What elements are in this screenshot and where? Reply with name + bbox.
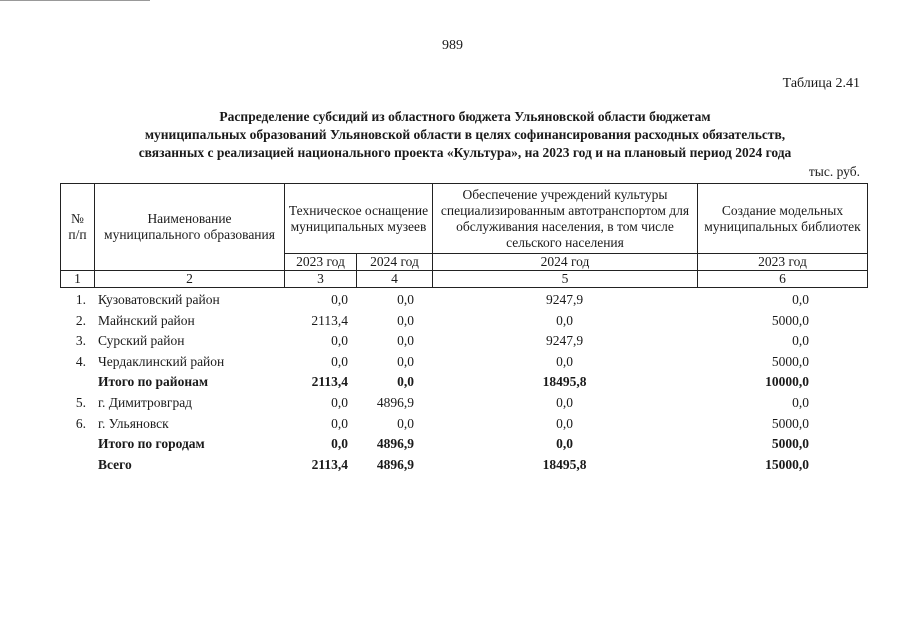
units-label: тыс. руб.: [808, 164, 860, 179]
value-transport-2024: 18495,8: [542, 456, 587, 472]
row-name: Майнский район: [98, 312, 195, 328]
value-libraries-2023: 0,0: [792, 394, 809, 410]
table-body: [60, 292, 867, 477]
header-year-col4: 2024 год: [357, 254, 433, 271]
row-name: Чердаклинский район: [98, 353, 225, 369]
value-transport-2024: 9247,9: [545, 333, 584, 349]
row-name: Сурский район: [98, 333, 185, 349]
header-transport: Обеспечение учреждений культуры специализированным автотранспортом для обслуживания населения, в том числе сельского населения: [433, 184, 698, 254]
row-name: г. Ульяновск: [98, 415, 169, 431]
header-year-col3: 2023 год: [285, 254, 357, 271]
value-transport-2024: 0,0: [556, 312, 573, 328]
title-line: связанных с реализацией национального проекта «Культура», на 2023 год и на плановый период 2024 года: [138, 145, 792, 160]
column-number: 2: [95, 271, 285, 288]
value-museum-2024: 0,0: [397, 415, 414, 431]
row-number: 3.: [75, 333, 86, 349]
value-museum-2023: 2113,4: [311, 456, 348, 472]
value-museum-2024: 0,0: [397, 374, 414, 390]
value-libraries-2023: 5000,0: [771, 415, 809, 431]
table-row: [60, 457, 867, 478]
header-libraries: Создание модельных муниципальных библиотек: [698, 184, 868, 254]
value-museum-2023: 2113,4: [311, 312, 348, 328]
table-row: [60, 436, 867, 457]
value-libraries-2023: 5000,0: [771, 353, 809, 369]
value-museum-2024: 4896,9: [376, 456, 414, 472]
table-row: [60, 374, 867, 395]
row-number: [60, 436, 94, 457]
value-transport-2024: 9247,9: [545, 292, 584, 307]
column-number: 6: [698, 271, 868, 288]
value-museum-2023: 0,0: [331, 333, 348, 349]
value-libraries-2023: 10000,0: [765, 374, 809, 390]
row-name: г. Димитровград: [98, 394, 193, 410]
value-museum-2024: 0,0: [397, 353, 414, 369]
value-transport-2024: 0,0: [556, 353, 573, 369]
header-municipality: Наименование муниципального образования: [95, 184, 285, 271]
header-number: № п/п: [61, 184, 95, 271]
row-number: 6.: [75, 415, 86, 431]
row-name: Кузоватовский район: [98, 292, 220, 307]
scan-edge-line: [0, 0, 150, 1]
row-number: 1.: [75, 292, 86, 307]
document-title: [70, 108, 860, 162]
row-number: 5.: [75, 394, 86, 410]
table-row: [60, 333, 867, 354]
table-row: [60, 292, 867, 313]
value-libraries-2023: 0,0: [792, 333, 809, 349]
value-museum-2023: 0,0: [331, 436, 348, 452]
value-transport-2024: 0,0: [556, 436, 573, 452]
value-museum-2024: 0,0: [397, 312, 414, 328]
value-museum-2024: 4896,9: [376, 436, 414, 452]
value-transport-2024: 0,0: [556, 394, 573, 410]
table-row: [60, 395, 867, 416]
row-number: [60, 457, 94, 478]
value-transport-2024: 18495,8: [542, 374, 587, 390]
value-museum-2023: 2113,4: [311, 374, 348, 390]
value-libraries-2023: 5000,0: [771, 436, 809, 452]
title-line: Распределение субсидий из областного бюджета Ульяновской области бюджетам: [219, 109, 711, 124]
title-line: муниципальных образований Ульяновской области в целях софинансирования расходных обязательств,: [144, 127, 786, 142]
row-number: 2.: [75, 312, 86, 328]
row-name: Итого по городам: [98, 436, 205, 452]
table-row: [60, 354, 867, 375]
value-museum-2023: 0,0: [331, 353, 348, 369]
value-museum-2023: 0,0: [331, 292, 348, 307]
value-transport-2024: 0,0: [556, 415, 573, 431]
value-museum-2024: 4896,9: [376, 394, 414, 410]
page-number: 989: [442, 38, 463, 53]
row-name: Всего: [98, 456, 132, 472]
column-number: 5: [433, 271, 698, 288]
row-number: [60, 374, 94, 395]
table-row: [60, 416, 867, 437]
row-name: Итого по районам: [98, 374, 209, 390]
value-libraries-2023: 5000,0: [771, 312, 809, 328]
table-label: Таблица 2.41: [782, 76, 860, 91]
header-year-col5: 2024 год: [433, 254, 698, 271]
header-museum-equipment: Техническое оснащение муниципальных музеев: [285, 184, 433, 254]
row-number: 4.: [75, 353, 86, 369]
column-number: 1: [61, 271, 95, 288]
value-museum-2023: 0,0: [331, 415, 348, 431]
header-year-col6: 2023 год: [698, 254, 868, 271]
value-libraries-2023: 15000,0: [765, 456, 809, 472]
value-museum-2024: 0,0: [397, 292, 414, 307]
value-museum-2024: 0,0: [397, 333, 414, 349]
table-header: [60, 183, 868, 288]
column-number: 4: [357, 271, 433, 288]
value-museum-2023: 0,0: [331, 394, 348, 410]
column-number: 3: [285, 271, 357, 288]
table-row: [60, 313, 867, 334]
value-libraries-2023: 0,0: [792, 292, 809, 307]
